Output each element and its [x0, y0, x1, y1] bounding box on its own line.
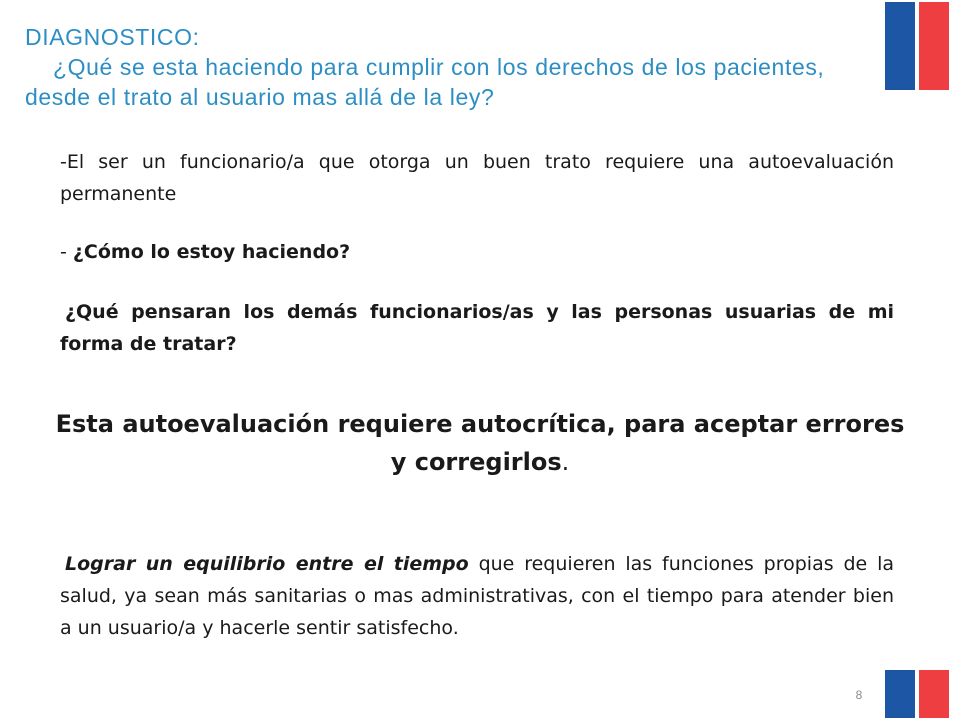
title-label: DIAGNOSTICO:	[25, 24, 200, 50]
emphasis-period: .	[561, 448, 570, 476]
flag-red-bar	[917, 0, 951, 92]
page-number: 8	[855, 688, 863, 702]
flag-decoration-top	[883, 0, 951, 92]
paragraph-what-others-think: ¿Qué pensaran los demás funcionarios/as y las personas usuarias de mi forma de tratar?	[60, 301, 894, 355]
flag-blue-bar	[883, 0, 917, 92]
emphasis-text: Esta autoevaluación requiere autocrítica, para aceptar errores y corregirlos	[55, 410, 905, 476]
emphasis-statement	[50, 405, 910, 481]
flag-red-bar-bottom	[917, 668, 951, 720]
balance-lead: Lograr un equilibrio entre el tiempo	[65, 553, 469, 575]
paragraph-how-am-i-doing-text: ¿Cómo lo estoy haciendo?	[72, 241, 351, 263]
paragraph-how-am-i-doing	[60, 236, 894, 268]
slide-title	[25, 22, 875, 112]
balance-rest: que requieren las funciones propias de la salud, ya sean más sanitarias o mas administrativas, con el tiempo para atender bien a un usuario/a y hacerle sentir satisfecho.	[60, 553, 894, 639]
flag-blue-bar-bottom	[883, 668, 917, 720]
paragraph-self-evaluation: -El ser un funcionario/a que otorga un buen trato requiere una autoevaluación permanente	[60, 151, 894, 205]
paragraph-dash: -	[60, 241, 73, 263]
title-question: ¿Qué se esta haciendo para cumplir con los derechos de los pacientes, desde el trato al usuario mas allá de la ley?	[25, 54, 825, 110]
paragraph-balance	[60, 548, 894, 644]
flag-decoration-bottom	[883, 668, 951, 720]
body-text	[60, 146, 894, 360]
